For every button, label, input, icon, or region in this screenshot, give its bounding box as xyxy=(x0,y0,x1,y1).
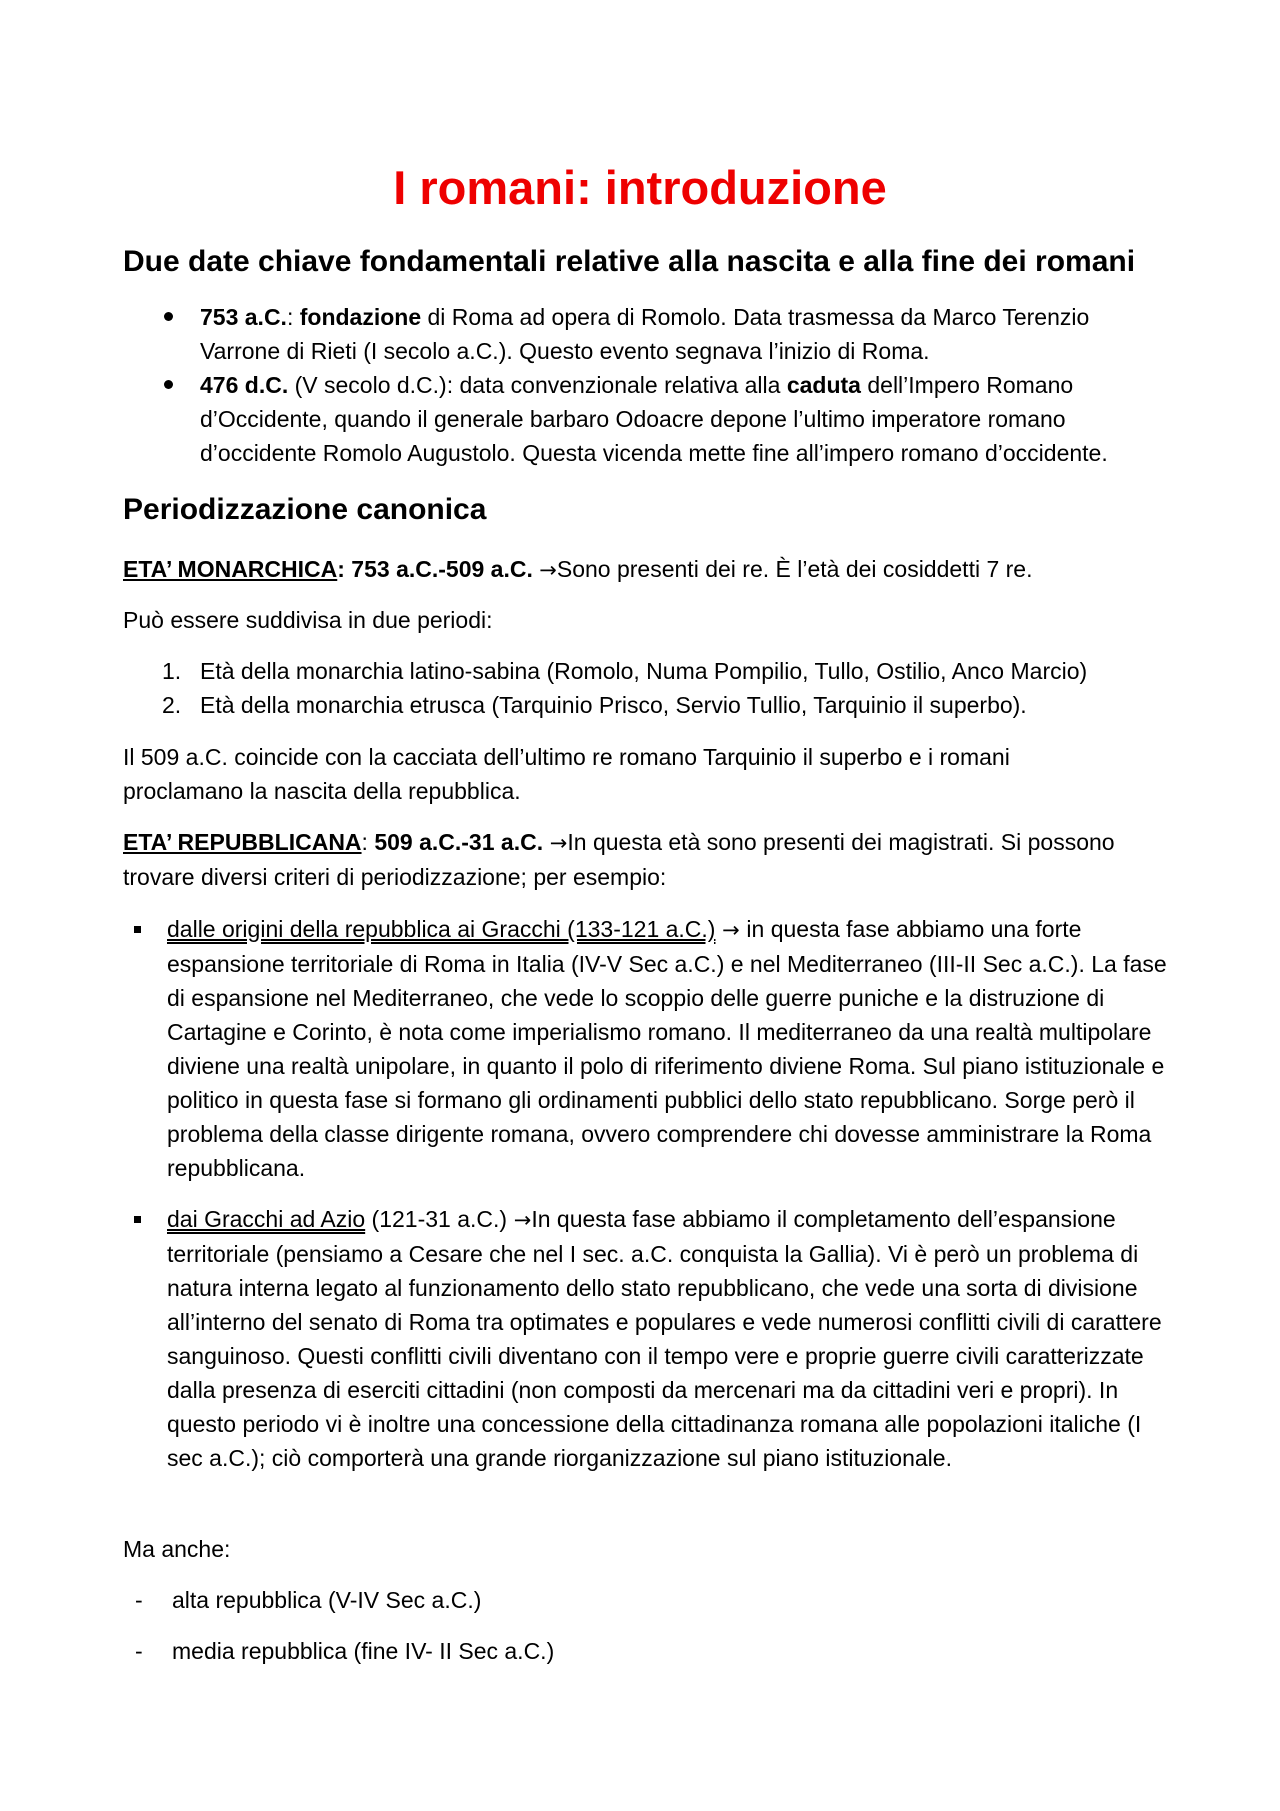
date-connector: (V secolo d.C.): data convenzionale relativa alla xyxy=(288,372,787,398)
arrow-right-icon: → xyxy=(543,831,568,855)
phase-description: in questa fase abbiamo una forte espansione territoriale di Roma in Italia (IV-V Sec a.C.) e nel Mediterraneo (III-II Sec a.C.). La fase di espansione nel Mediterraneo, che vede lo scoppio delle guerre puniche e la distruzione di Cartagine e Corinto, è nota come imperialismo romano. Il mediterraneo da una realtà multipolare diviene una realtà unipolare, in quanto il polo di riferimento diviene Roma. Sul piano istituzionale e politico in questa fase si formano gli ordinamenti pubblici dello stato repubblicano. Sorge però il problema della classe dirigente romana, ovvero comprendere chi dovesse amministrare la Roma repubblicana. xyxy=(167,916,1167,1181)
item-number: 2. xyxy=(162,692,182,718)
square-bullet-icon xyxy=(134,926,141,933)
phase-title-plain: (121-31 a.C.) xyxy=(365,1206,508,1232)
phase-description: In questa fase abbiamo il completamento dell’espansione territoriale (pensiamo a Cesare che nel I sec. a.C. conquista la Gallia). Vi è però un problema di natura interna legato al funzionamento dello stato repubblicano, che vede una sorta di divisione all’interno del senato di Roma tra optimates e populares e vede numerosi conflitti civili di carattere sanguinoso. Questi conflitti civili diventano con il tempo vere e proprie guerre civili caratterizzate dalla presenza di eserciti cittadini (non composti da mercenari ma da cittadini veri e propri). In questo periodo vi è inoltre una concessione della cittadinanza romana alle popolazioni italiche (I sec a.C.); ciò comporterà una grande riorganizzazione sul piano istituzionale. xyxy=(167,1206,1162,1471)
paragraph-509: Il 509 a.C. coincide con la cacciata dell’ultimo re romano Tarquinio il superbo e i romani proclamano la nascita della repubblica. xyxy=(123,744,1010,804)
list-item xyxy=(162,688,1160,722)
monarchy-paragraph xyxy=(123,552,1173,587)
page-title: I romani: introduzione xyxy=(393,161,887,214)
square-bullet-icon xyxy=(134,1216,141,1223)
date-connector: : xyxy=(286,304,300,330)
arrow-right-icon: → xyxy=(715,918,747,942)
list-item xyxy=(135,1583,1132,1617)
list-item xyxy=(135,1634,1132,1668)
key-word: fondazione xyxy=(299,304,422,330)
also-label: Ma anche: xyxy=(123,1536,231,1562)
item-text: alta repubblica (V-IV Sec a.C.) xyxy=(172,1587,482,1613)
heading-key-dates: Due date chiave fondamentali relative alla nascita e alla fine dei romani xyxy=(123,245,1136,278)
item-text: Età della monarchia etrusca (Tarquinio Prisco, Servio Tullio, Tarquinio il superbo). xyxy=(200,692,1027,718)
era-colon: : xyxy=(361,829,375,855)
subdivision-intro: Può essere suddivisa in due periodi: xyxy=(123,607,493,633)
key-word: caduta xyxy=(786,372,861,398)
item-text: media repubblica (fine IV- II Sec a.C.) xyxy=(172,1638,555,1664)
list-item xyxy=(200,300,1160,368)
bullet-icon xyxy=(164,312,173,321)
republic-paragraph xyxy=(123,825,1123,894)
item-text: Età della monarchia latino-sabina (Romolo, Numa Pompilio, Tullo, Ostilio, Anco Marcio) xyxy=(200,658,1088,684)
key-dates-list xyxy=(200,300,1160,470)
era-range: 753 a.C.-509 a.C. xyxy=(344,556,533,582)
dash-marker: - xyxy=(135,1587,143,1613)
monarchy-periods-list xyxy=(162,654,1160,722)
date-description: di Roma ad opera di Romolo. Data trasmessa da Marco Terenzio Varrone di Rieti (I secolo a.C.). Questo evento segnava l’inizio di Roma. xyxy=(200,304,1090,364)
arrow-right-icon: → xyxy=(539,558,557,582)
date-description: dell’Impero Romano d’Occidente, quando il generale barbaro Odoacre depone l’ultimo imperatore romano d’occidente Romolo Augustolo. Questa vicenda mette fine all’impero romano d’occidente. xyxy=(200,372,1108,466)
other-periods-list-2 xyxy=(135,1634,1132,1668)
arrow-right-icon: → xyxy=(507,1208,532,1232)
era-description: Sono presenti dei re. È l’età dei cosiddetti 7 re. xyxy=(556,556,1033,582)
list-item xyxy=(200,368,1160,470)
phase-title: dai Gracchi ad Azio xyxy=(167,1206,366,1232)
era-colon: : xyxy=(337,556,345,582)
date-label: 753 a.C. xyxy=(200,304,287,330)
era-label: ETA’ MONARCHICA xyxy=(123,556,338,582)
item-number: 1. xyxy=(162,658,182,684)
heading-periodization: Periodizzazione canonica xyxy=(123,493,487,526)
era-description: In questa età sono presenti dei magistrati. Si possono trovare diversi criteri di periodizzazione; per esempio: xyxy=(123,829,1115,890)
dash-marker: - xyxy=(135,1638,143,1664)
phase-title: dalle origini della repubblica ai Gracchi (133-121 a.C.) xyxy=(167,916,716,942)
bullet-icon xyxy=(164,380,173,389)
list-item xyxy=(167,912,1167,1185)
date-label: 476 d.C. xyxy=(200,372,289,398)
other-periods-list xyxy=(135,1583,1132,1617)
list-item xyxy=(167,1202,1167,1475)
list-item xyxy=(162,654,1160,688)
era-range: 509 a.C.-31 a.C. xyxy=(374,829,544,855)
era-label: ETA’ REPUBBLICANA xyxy=(123,829,362,855)
republic-phases-list xyxy=(167,912,1167,1185)
republic-phases-list-2 xyxy=(167,1202,1167,1475)
